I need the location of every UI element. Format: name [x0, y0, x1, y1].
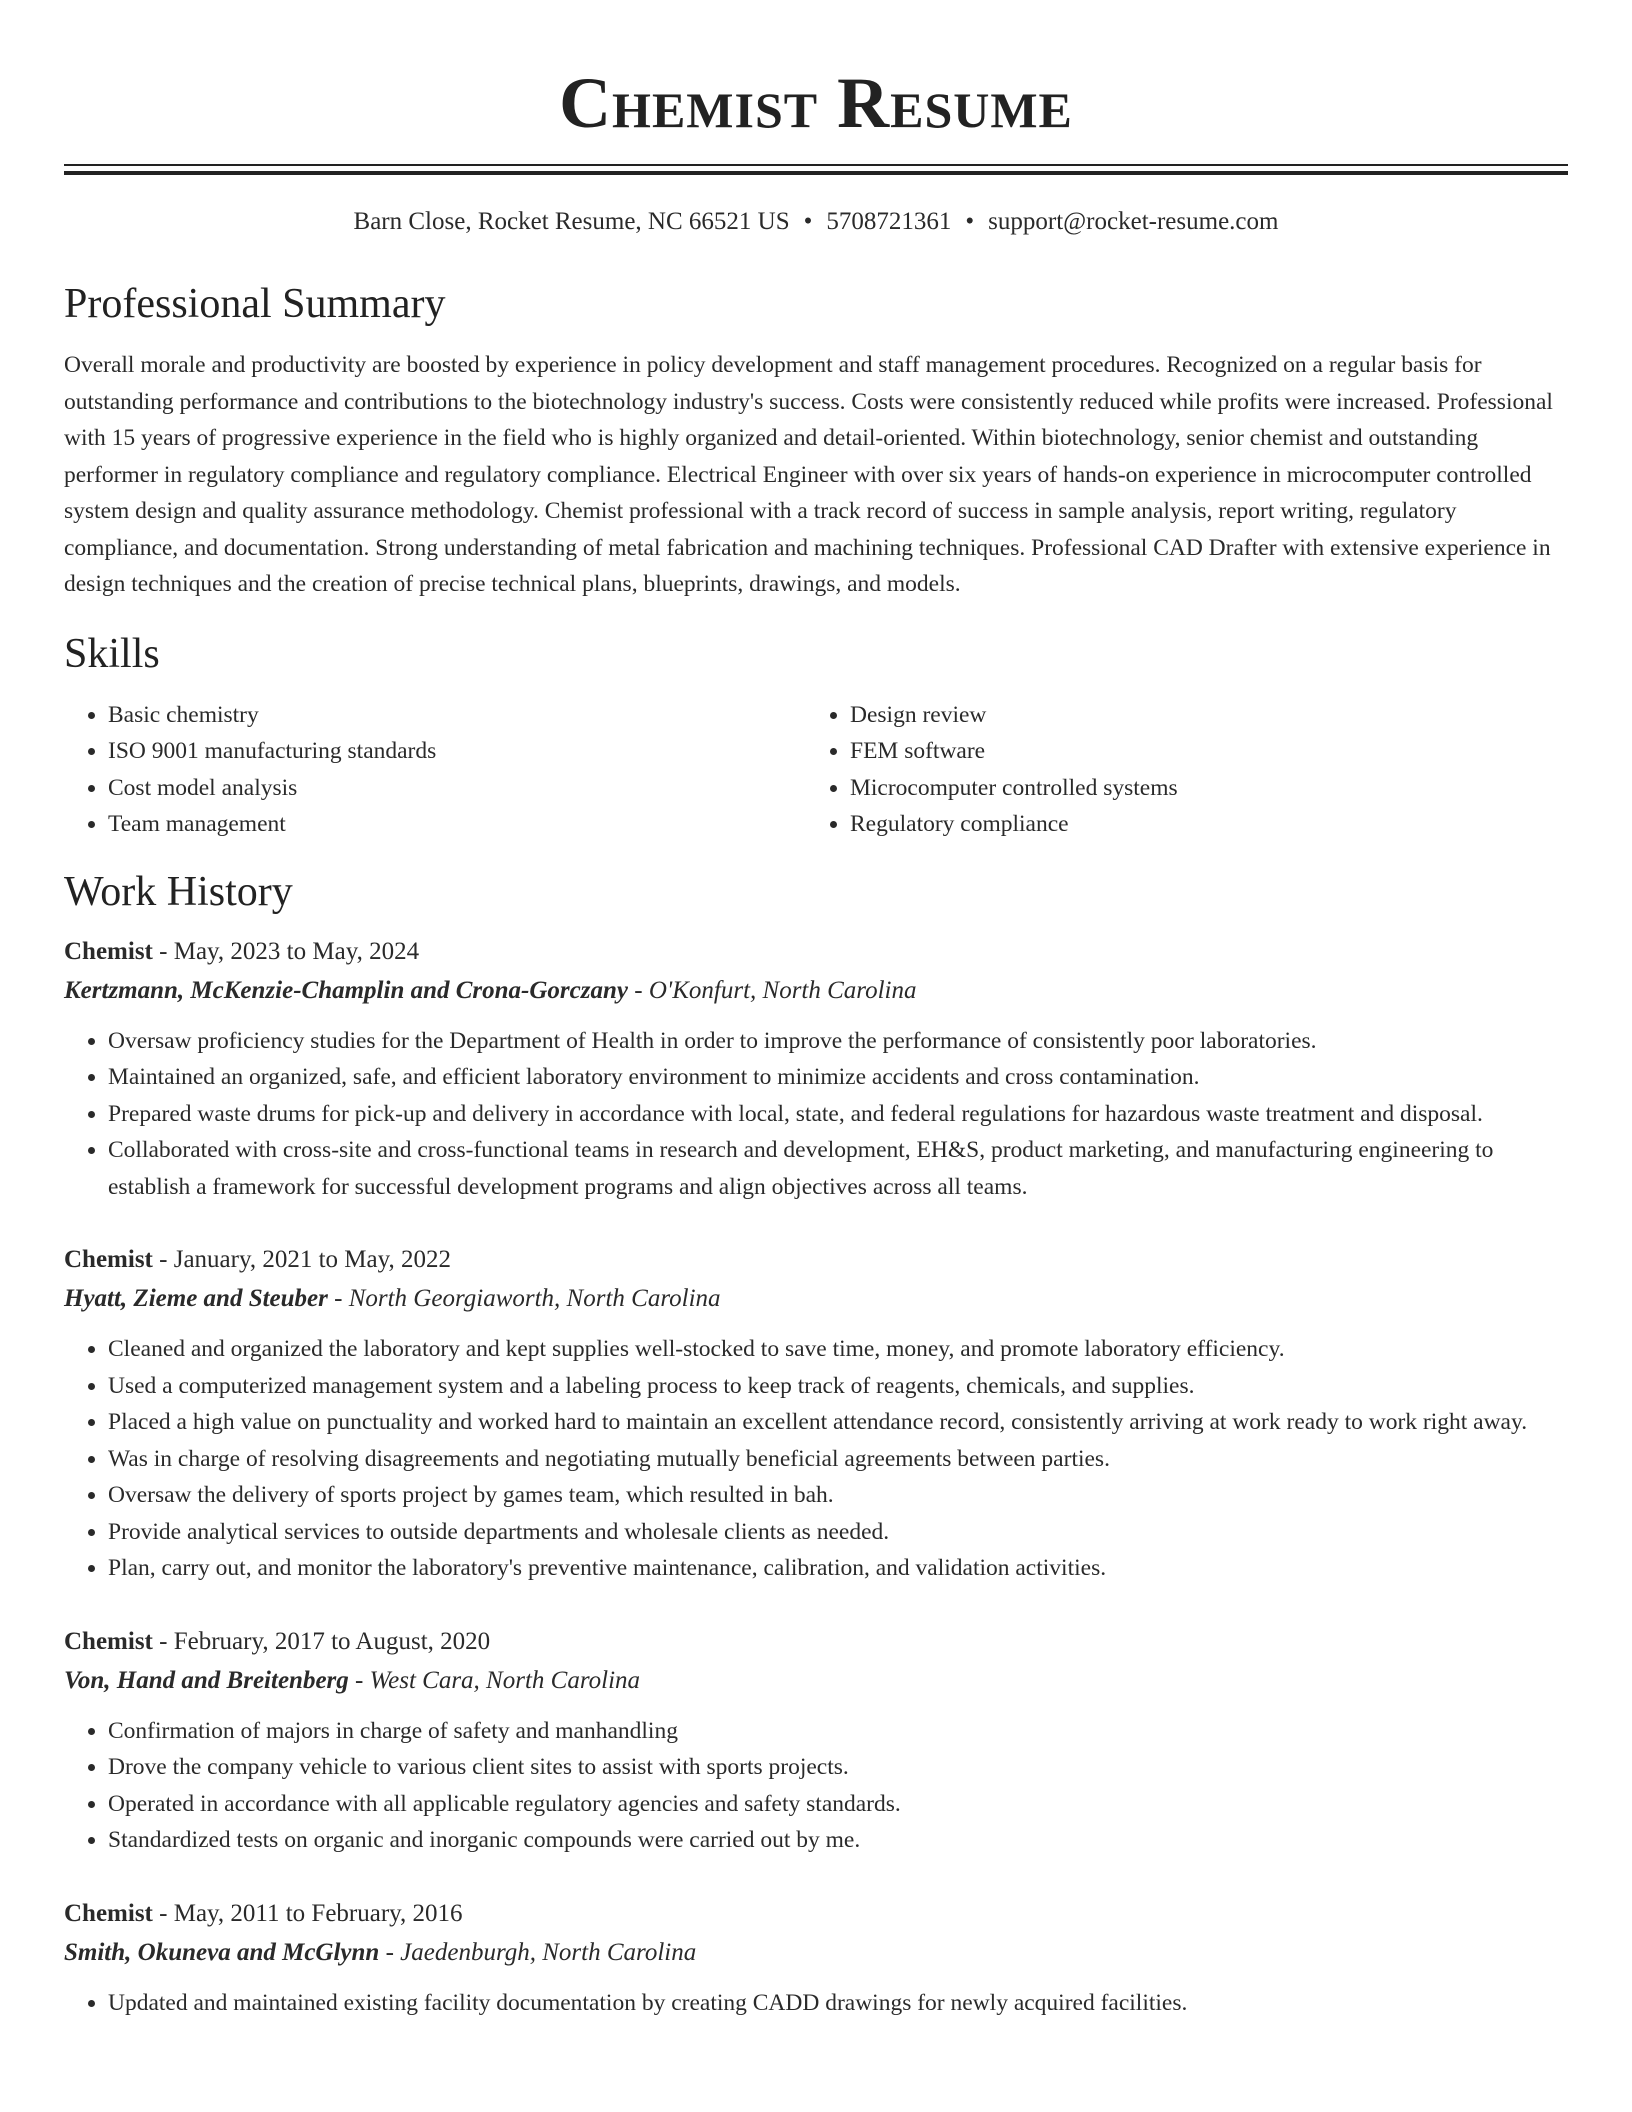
- contact-line: [64, 205, 1568, 239]
- skills-column-left: [64, 697, 806, 843]
- job-bullet: • Updated and maintained existing facility documentation by creating CADD drawings for newly acquired facilities.: [108, 1985, 1568, 2022]
- job-company: Von, Hand and Breitenberg: [64, 1666, 349, 1694]
- job-bullet: • Confirmation of majors in charge of safety and manhandling: [108, 1713, 1568, 1750]
- job-dates: - May, 2011 to February, 2016: [152, 1899, 463, 1927]
- job-bullet: • Cleaned and organized the laboratory and kept supplies well-stocked to save time, money, and promote laboratory efficiency.: [108, 1331, 1568, 1368]
- skill-item: • Team management: [108, 806, 806, 843]
- skill-item: • Regulatory compliance: [850, 806, 1548, 843]
- resume-page: [64, 0, 1568, 2021]
- job-company-line: [64, 1661, 1568, 1701]
- job-bullets: [64, 1023, 1568, 1206]
- job-title-line: [64, 1895, 1568, 1933]
- summary-heading: Professional Summary: [64, 281, 446, 327]
- job-location: - North Georgiaworth, North Carolina: [327, 1285, 721, 1312]
- job-bullet: • Oversaw proficiency studies for the Department of Health in order to improve the performance of consistently poor laboratories.: [108, 1023, 1568, 1060]
- job-bullets: [64, 1985, 1568, 2022]
- job-location: - O'Konfurt, North Carolina: [628, 976, 917, 1004]
- job-bullet: • Used a computerized management system and a labeling process to keep track of reagents, chemicals, and supplies.: [108, 1368, 1568, 1405]
- job-bullet: • Drove the company vehicle to various client sites to assist with sports projects.: [108, 1749, 1568, 1786]
- job-bullet: • Was in charge of resolving disagreements and negotiating mutually beneficial agreements between parties.: [108, 1441, 1568, 1478]
- job-location: - West Cara, North Carolina: [348, 1666, 641, 1694]
- contact-email: support@rocket-resume.com: [988, 208, 1279, 235]
- job-location: - Jaedenburgh, North Carolina: [379, 1938, 697, 1966]
- job-bullet: • Standardized tests on organic and inorganic compounds were carried out by me.: [108, 1822, 1568, 1859]
- skills-heading: Skills: [64, 630, 160, 677]
- job-dates: - January, 2021 to May, 2022: [152, 1246, 451, 1273]
- job-bullet: • Operated in accordance with all applicable regulatory agencies and safety standards.: [108, 1786, 1568, 1823]
- skills-list: [64, 697, 1568, 843]
- work-history-heading: Work History: [64, 868, 293, 915]
- contact-separator: •: [803, 208, 813, 235]
- job-company: Smith, Okuneva and McGlynn: [64, 1938, 380, 1966]
- skill-item: • FEM software: [850, 733, 1548, 770]
- job-entry: [64, 1241, 1568, 1587]
- contact-address: Barn Close, Rocket Resume, NC 66521 US: [353, 208, 790, 235]
- job-bullet: • Provide analytical services to outside departments and wholesale clients as needed.: [108, 1514, 1568, 1551]
- title-divider: [64, 164, 1568, 175]
- job-company-line: [64, 1933, 1568, 1973]
- job-bullet: • Collaborated with cross-site and cross-functional teams in research and development, EH&S, product marketing, and manufacturing engineering to establish a framework for successful development programs and align objectives across all teams.: [108, 1132, 1568, 1205]
- job-company: Kertzmann, McKenzie-Champlin and Crona-Gorczany: [64, 976, 628, 1004]
- summary-text: Overall morale and productivity are boosted by experience in policy development and staff management procedures. Recognized on a regular basis for outstanding performance and contributions to the biotechnology industry's success. Costs were consistently reduced while profits were increased. Professional with 15 years of progressive experience in the field who is highly organized and detail-oriented. Within biotechnology, senior chemist and outstanding performer in regulatory compliance and regulatory compliance. Electrical Engineer with over six years of hands-on experience in microcomputer controlled system design and quality assurance methodology. Chemist professional with a track record of success in sample analysis, report writing, regulatory compliance, and documentation. Strong understanding of metal fabrication and machining techniques. Professional CAD Drafter with extensive experience in design techniques and the creation of precise technical plans, blueprints, drawings, and models.: [64, 352, 1553, 597]
- job-bullet: • Prepared waste drums for pick-up and delivery in accordance with local, state, and federal regulations for hazardous waste treatment and disposal.: [108, 1096, 1568, 1133]
- job-bullet: • Maintained an organized, safe, and efficient laboratory environment to minimize accidents and cross contamination.: [108, 1059, 1568, 1096]
- job-entry: [64, 1895, 1568, 2022]
- job-dates: - May, 2023 to May, 2024: [152, 937, 420, 965]
- job-company-line: [64, 1279, 1568, 1319]
- job-entry: [64, 933, 1568, 1206]
- job-title-line: [64, 933, 1568, 971]
- job-bullet: • Plan, carry out, and monitor the laboratory's preventive maintenance, calibration, and validation activities.: [108, 1550, 1568, 1587]
- job-bullets: [64, 1713, 1568, 1859]
- job-entry: [64, 1623, 1568, 1859]
- skill-item: • ISO 9001 manufacturing standards: [108, 733, 806, 770]
- job-role: Chemist: [64, 1627, 153, 1655]
- job-bullets: [64, 1331, 1568, 1587]
- job-title-line: [64, 1623, 1568, 1661]
- contact-phone: 5708721361: [826, 208, 952, 235]
- job-role: Chemist: [64, 1899, 153, 1927]
- job-company: Hyatt, Zieme and Steuber: [64, 1285, 328, 1312]
- contact-separator: •: [965, 208, 975, 235]
- skill-item: • Microcomputer controlled systems: [850, 770, 1548, 807]
- job-bullet: • Oversaw the delivery of sports project by games team, which resulted in bah.: [108, 1477, 1568, 1514]
- job-role: Chemist: [64, 937, 153, 965]
- job-company-line: [64, 971, 1568, 1011]
- skill-item: • Cost model analysis: [108, 770, 806, 807]
- skill-item: • Design review: [850, 697, 1548, 734]
- skill-item: • Basic chemistry: [108, 697, 806, 734]
- job-role: Chemist: [64, 1246, 153, 1273]
- job-title-line: [64, 1241, 1568, 1279]
- job-dates: - February, 2017 to August, 2020: [152, 1627, 491, 1655]
- job-bullet: • Placed a high value on punctuality and worked hard to maintain an excellent attendance record, consistently arriving at work ready to work right away.: [108, 1404, 1568, 1441]
- skills-column-right: [806, 697, 1548, 843]
- resume-title: Chemist Resume: [559, 63, 1073, 143]
